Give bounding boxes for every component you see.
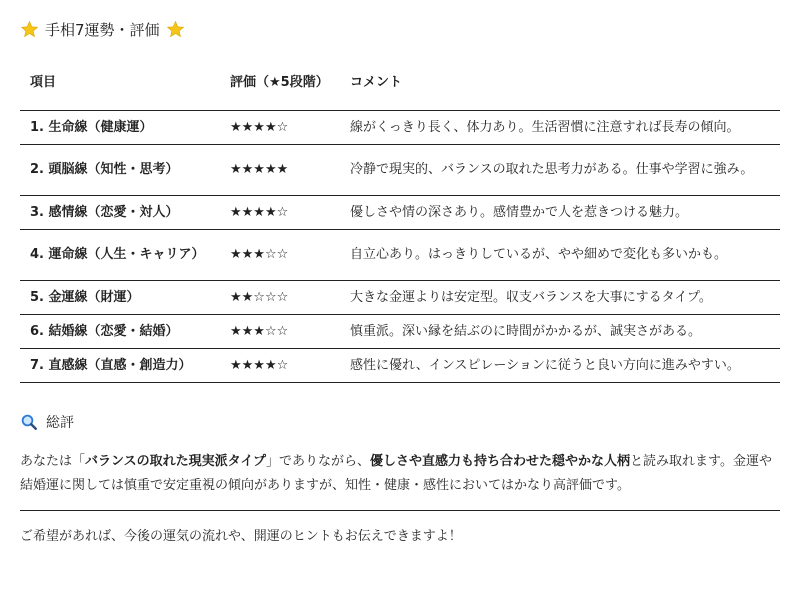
closing-text: ご希望があれば、今後の運気の流れや、開運のヒントもお伝えできますよ！ (20, 529, 462, 544)
row-rating: ★★★☆☆ (220, 230, 340, 281)
summary-text (20, 450, 780, 498)
star-icon (20, 20, 39, 39)
column-header-rating: 評価（★5段階） (220, 56, 340, 111)
column-header-comment: コメント (340, 56, 780, 111)
row-comment: 自立心あり。はっきりしているが、やや細めで変化も多いかも。 (340, 230, 780, 281)
row-rating: ★★★★☆ (220, 349, 340, 383)
table-row (20, 349, 780, 383)
row-item: 4. 運命線（人生・キャリア） (20, 230, 220, 281)
row-rating: ★★★☆☆ (220, 315, 340, 349)
row-rating: ★★☆☆☆ (220, 281, 340, 315)
magnifier-icon (20, 413, 38, 431)
row-rating: ★★★★☆ (220, 196, 340, 230)
row-rating: ★★★★★ (220, 145, 340, 196)
row-comment: 感性に優れ、インスピレーションに従うと良い方向に進みやすい。 (340, 349, 780, 383)
table-row (20, 230, 780, 281)
row-item: 2. 頭脳線（知性・思考） (20, 145, 220, 196)
row-item: 1. 生命線（健康運） (20, 111, 220, 145)
table-row (20, 196, 780, 230)
star-icon (166, 20, 185, 39)
summary-emphasis: バランスの取れた現実派タイプ (85, 454, 266, 469)
row-rating: ★★★★☆ (220, 111, 340, 145)
row-comment: 線がくっきり長く、体力あり。生活習慣に注意すれば長寿の傾向。 (340, 111, 780, 145)
fortune-table (20, 56, 780, 383)
table-row (20, 315, 780, 349)
divider (20, 510, 780, 511)
page-title (20, 16, 185, 42)
table-row (20, 111, 780, 145)
summary-emphasis: 優しさや直感力も持ち合わせた穏やかな人柄 (370, 454, 631, 469)
row-comment: 優しさや情の深さあり。感情豊かで人を惹きつける魅力。 (340, 196, 780, 230)
row-comment: 大きな金運よりは安定型。収支バランスを大事にするタイプ。 (340, 281, 780, 315)
summary-heading (20, 412, 74, 432)
summary-part: あなたは「 (20, 454, 86, 469)
row-comment: 冷静で現実的、バランスの取れた思考力がある。仕事や学習に強み。 (340, 145, 780, 196)
page-title-text: 手相7運勢・評価 (45, 20, 160, 39)
table-header-row (20, 56, 780, 111)
row-item: 6. 結婚線（恋愛・結婚） (20, 315, 220, 349)
row-item: 7. 直感線（直感・創造力） (20, 349, 220, 383)
table-row (20, 145, 780, 196)
summary-part: 」でありながら、 (265, 454, 370, 469)
summary-heading-text: 総評 (46, 415, 74, 431)
row-comment: 慎重派。深い縁を結ぶのに時間がかかるが、誠実さがある。 (340, 315, 780, 349)
row-item: 5. 金運線（財運） (20, 281, 220, 315)
column-header-item: 項目 (20, 56, 220, 111)
summary-part: と読み取れます。金運や結婚運に関しては慎重で安定重視の傾向がありますが、知性・健康・感性においてはかなり高評価です。 (20, 454, 772, 493)
table-row (20, 281, 780, 315)
row-item: 3. 感情線（恋愛・対人） (20, 196, 220, 230)
